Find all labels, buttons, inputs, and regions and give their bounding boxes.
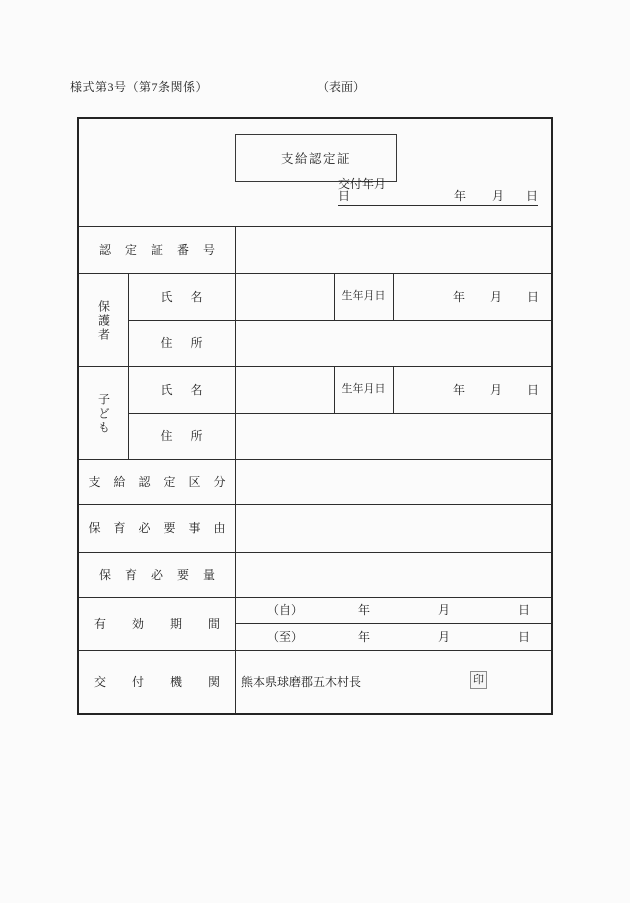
valid-period-from-day: 日 xyxy=(518,603,531,617)
issue-date-month: 月 xyxy=(491,189,504,203)
child-name-value-cell xyxy=(235,366,334,413)
valid-period-to-year: 年 xyxy=(358,629,371,644)
valid-period-from-row xyxy=(235,597,551,623)
guardian-birth-year: 年 xyxy=(452,289,465,304)
issue-date-line xyxy=(338,177,538,206)
issuer-label-cell xyxy=(79,650,246,713)
guardian-birth-date-cell xyxy=(393,273,551,320)
guardian-birth-label: 生年月日 xyxy=(341,290,386,302)
care-reason-label-cell xyxy=(79,504,239,552)
child-birth-label: 生年月日 xyxy=(341,383,386,395)
guardian-address-label-cell xyxy=(128,320,235,366)
guardian-group-label: 保護者 xyxy=(96,299,111,342)
care-amount-label: 保育必要量 xyxy=(98,567,229,582)
official-seal-mark: 印 xyxy=(470,671,487,689)
child-birth-date-cell xyxy=(393,366,551,413)
certificate-table xyxy=(77,117,553,715)
issuer-label: 交付機関 xyxy=(93,674,246,689)
guardian-birth-month: 月 xyxy=(489,289,502,304)
child-birth-year: 年 xyxy=(452,382,465,397)
child-address-label: 住所 xyxy=(160,429,221,443)
certificate-title-box xyxy=(235,134,397,182)
issue-date-year: 年 xyxy=(453,189,466,203)
guardian-address-value-cell xyxy=(235,320,551,366)
guardian-birth-label-cell xyxy=(334,273,393,320)
child-group-cell xyxy=(79,366,128,459)
child-birth-day: 日 xyxy=(526,382,539,397)
guardian-address-label: 住所 xyxy=(160,336,221,350)
category-value-cell xyxy=(235,459,551,504)
valid-period-to-day: 日 xyxy=(518,629,531,644)
valid-period-from-month: 月 xyxy=(438,603,451,617)
child-name-label-cell xyxy=(128,366,235,413)
issuer-value: 熊本県球磨郡五木村長 xyxy=(241,674,362,689)
guardian-name-label-cell xyxy=(128,273,235,320)
care-amount-label-cell xyxy=(79,552,235,597)
child-address-value-cell xyxy=(235,413,551,459)
category-label: 支給認定区分 xyxy=(88,474,239,489)
guardian-birth-day: 日 xyxy=(526,289,539,304)
form-code: 様式第3号（第7条関係） xyxy=(70,80,209,94)
care-reason-value-cell xyxy=(235,504,551,552)
guardian-name-value-cell xyxy=(235,273,334,320)
cert-number-value-cell xyxy=(235,226,551,273)
issue-date-day: 日 xyxy=(525,189,538,203)
cert-number-label-cell xyxy=(79,226,235,273)
cert-number-label: 認定証番号 xyxy=(98,242,229,257)
valid-period-label: 有効期間 xyxy=(93,616,246,631)
valid-period-to-row xyxy=(235,623,551,650)
valid-period-from-year: 年 xyxy=(358,603,371,617)
child-group-label: 子ども xyxy=(96,392,111,435)
valid-period-to-label: （至） xyxy=(267,629,304,644)
valid-period-label-cell xyxy=(79,597,246,650)
guardian-name-label: 氏名 xyxy=(160,289,221,304)
care-amount-value-cell xyxy=(235,552,551,597)
category-label-cell xyxy=(79,459,239,504)
care-reason-label: 保育必要事由 xyxy=(88,521,239,535)
certificate-title: 支給認定証 xyxy=(280,152,351,166)
guardian-group-cell xyxy=(79,273,128,366)
issue-date-label: 交付年月日 xyxy=(338,177,387,203)
valid-period-from-label: （自） xyxy=(267,603,304,617)
valid-period-to-month: 月 xyxy=(438,629,451,644)
side-label: （表面） xyxy=(317,80,366,94)
child-address-label-cell xyxy=(128,413,235,459)
child-birth-month: 月 xyxy=(489,382,502,397)
child-birth-label-cell xyxy=(334,366,393,413)
issuer-value-cell xyxy=(235,650,551,713)
child-name-label: 氏名 xyxy=(160,382,221,397)
